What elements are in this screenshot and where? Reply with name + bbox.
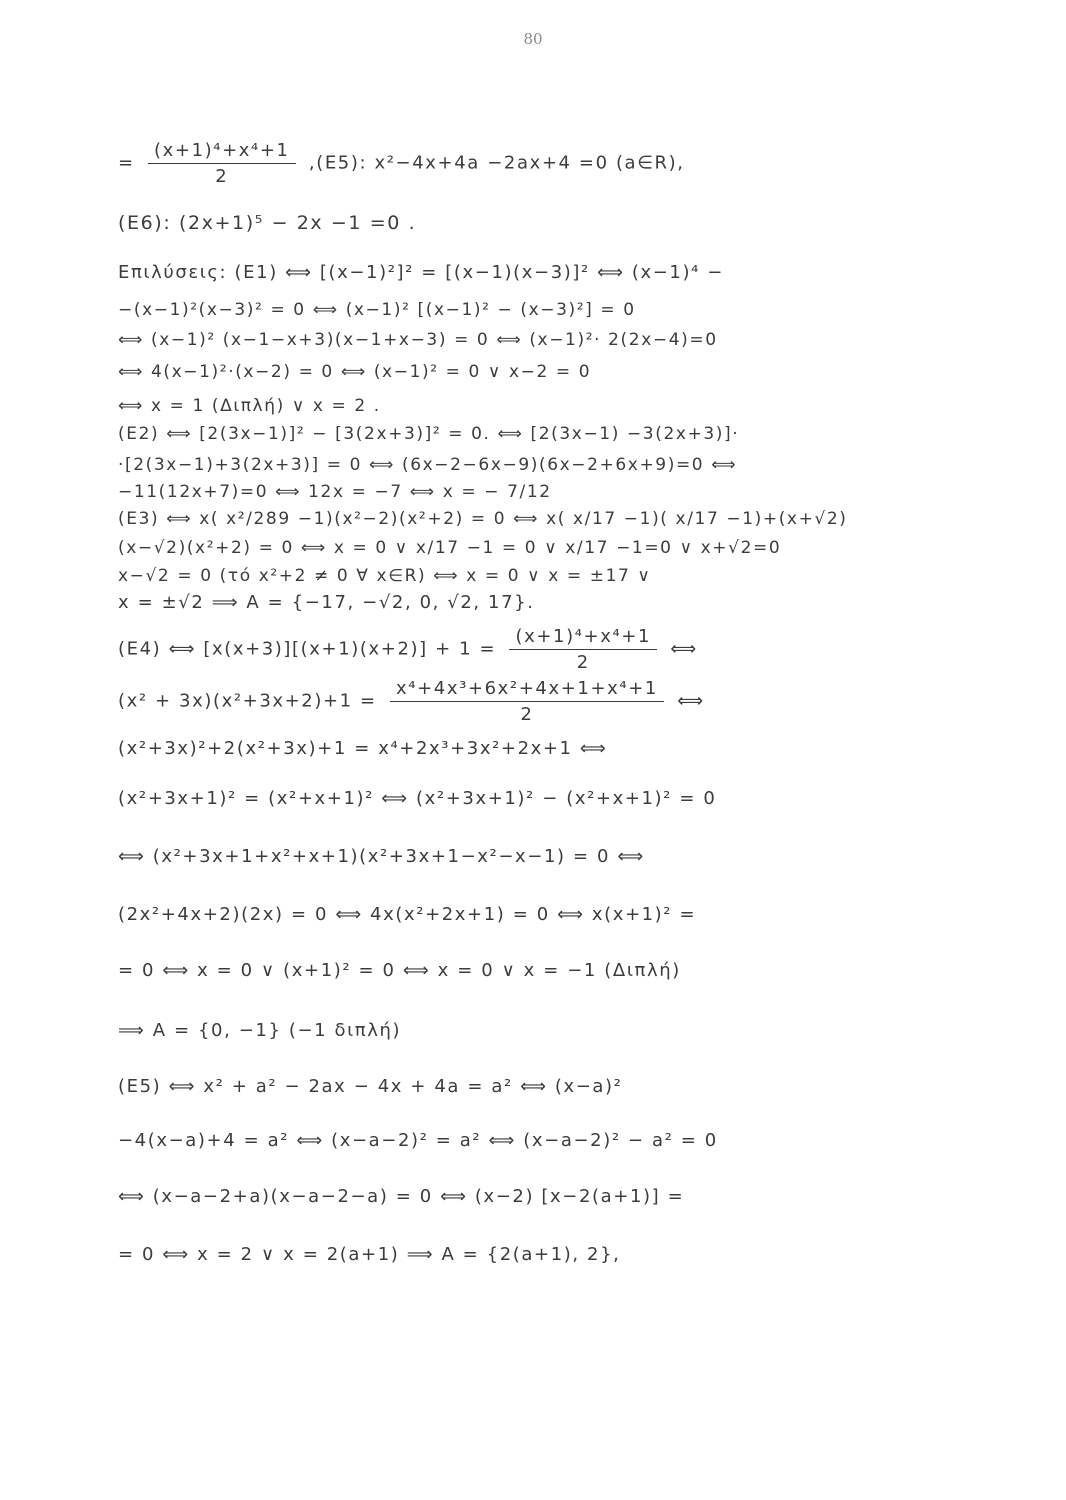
line-e5-step-2: −4(x−a)+4 = a² ⟺ (x−a−2)² = a² ⟺ (x−a−2)² − a² = 0 — [118, 1130, 718, 1151]
line-e3-step-3: x−√2 = 0 (τό x²+2 ≠ 0 ∀ x∈R) ⟺ x = 0 ∨ x = ±17 ∨ — [118, 566, 652, 586]
equivalence-arrow: ⟺ — [677, 690, 705, 712]
line-e1-result: ⟺ x = 1 (Διπλή) ∨ x = 2 . — [118, 396, 381, 416]
fraction-e4-rhs — [148, 140, 296, 187]
line-e5-result: = 0 ⟺ x = 2 ∨ x = 2(a+1) ⟹ A = {2(a+1), 2}, — [118, 1244, 621, 1265]
line-e4-step-5: ⟺ (x²+3x+1+x²+x+1)(x²+3x+1−x²−x−1) = 0 ⟺ — [118, 846, 645, 867]
line-e4-step-3: (x²+3x)²+2(x²+3x)+1 = x⁴+2x³+3x²+2x+1 ⟺ — [118, 738, 608, 759]
e4-left-side: (x² + 3x)(x²+3x+2)+1 = — [118, 690, 377, 712]
fraction-e4-step-1 — [509, 626, 657, 673]
line-e3-result: x = ±√2 ⟹ A = {−17, −√2, 0, √2, 17}. — [118, 592, 535, 613]
fraction-denominator: 2 — [520, 704, 534, 725]
line-solutions-e1: Επιλύσεις: (E1) ⟺ [(x−1)²]² = [(x−1)(x−3)]² ⟺ (x−1)⁴ − — [118, 262, 724, 283]
line-e4-step-1 — [118, 626, 698, 673]
line-e6-statement: (E6): (2x+1)⁵ − 2x −1 =0 . — [118, 212, 417, 234]
line-e3-step-2: (x−√2)(x²+2) = 0 ⟺ x = 0 ∨ x/17 −1 = 0 ∨ x/17 −1=0 ∨ x+√2=0 — [118, 538, 782, 558]
line-e2-step-1: (E2) ⟺ [2(3x−1)]² − [3(2x+3)]² = 0. ⟺ [2(3x−1) −3(2x+3)]· — [118, 424, 740, 444]
line-e5-step-3: ⟺ (x−a−2+a)(x−a−2−a) = 0 ⟺ (x−2) [x−2(a+1)] = — [118, 1186, 685, 1207]
equals-sign: = — [118, 152, 135, 174]
line-e2-step-2: ·[2(3x−1)+3(2x+3)] = 0 ⟺ (6x−2−6x−9)(6x−2+6x+9)=0 ⟺ — [118, 455, 738, 475]
e4-left-side: (E4) ⟺ [x(x+3)][(x+1)(x+2)] + 1 = — [118, 638, 497, 660]
fraction-numerator: (x+1)⁴+x⁴+1 — [148, 140, 296, 164]
line-e1-step-4: ⟺ 4(x−1)²·(x−2) = 0 ⟺ (x−1)² = 0 ∨ x−2 = 0 — [118, 362, 592, 382]
line-e4-step-2 — [118, 678, 705, 725]
line-e4-step-4: (x²+3x+1)² = (x²+x+1)² ⟺ (x²+3x+1)² − (x²+x+1)² = 0 — [118, 788, 717, 809]
fraction-numerator: (x+1)⁴+x⁴+1 — [509, 626, 657, 650]
line-e3-step-1: (E3) ⟺ x( x²/289 −1)(x²−2)(x²+2) = 0 ⟺ x( x/17 −1)( x/17 −1)+(x+√2) — [118, 509, 848, 529]
line-e4-step-6: (2x²+4x+2)(2x) = 0 ⟺ 4x(x²+2x+1) = 0 ⟺ x(x+1)² = — [118, 904, 697, 925]
line-e1-step-2: −(x−1)²(x−3)² = 0 ⟺ (x−1)² [(x−1)² − (x−3)²] = 0 — [118, 300, 636, 320]
line-e4-result: ⟹ A = {0, −1} (−1 διπλή) — [118, 1020, 402, 1041]
line-e1-step-3: ⟺ (x−1)² (x−1−x+3)(x−1+x−3) = 0 ⟺ (x−1)²· 2(2x−4)=0 — [118, 330, 718, 350]
line-e5-statement — [118, 140, 685, 187]
fraction-numerator: x⁴+4x³+6x²+4x+1+x⁴+1 — [390, 678, 664, 702]
line-e5-step-1: (E5) ⟺ x² + a² − 2ax − 4x + 4a = a² ⟺ (x−a)² — [118, 1076, 623, 1097]
line-e4-step-7: = 0 ⟺ x = 0 ∨ (x+1)² = 0 ⟺ x = 0 ∨ x = −1 (Διπλή) — [118, 960, 681, 981]
fraction-denominator: 2 — [576, 652, 590, 673]
equivalence-arrow: ⟺ — [670, 638, 698, 660]
line-e2-result: −11(12x+7)=0 ⟺ 12x = −7 ⟺ x = − 7/12 — [118, 482, 552, 502]
e5-equation: ,(E5): x²−4x+4a −2ax+4 =0 (a∈R), — [308, 152, 685, 174]
fraction-e4-step-2 — [390, 678, 664, 725]
page-number: 80 — [523, 30, 543, 48]
fraction-denominator: 2 — [215, 166, 229, 187]
